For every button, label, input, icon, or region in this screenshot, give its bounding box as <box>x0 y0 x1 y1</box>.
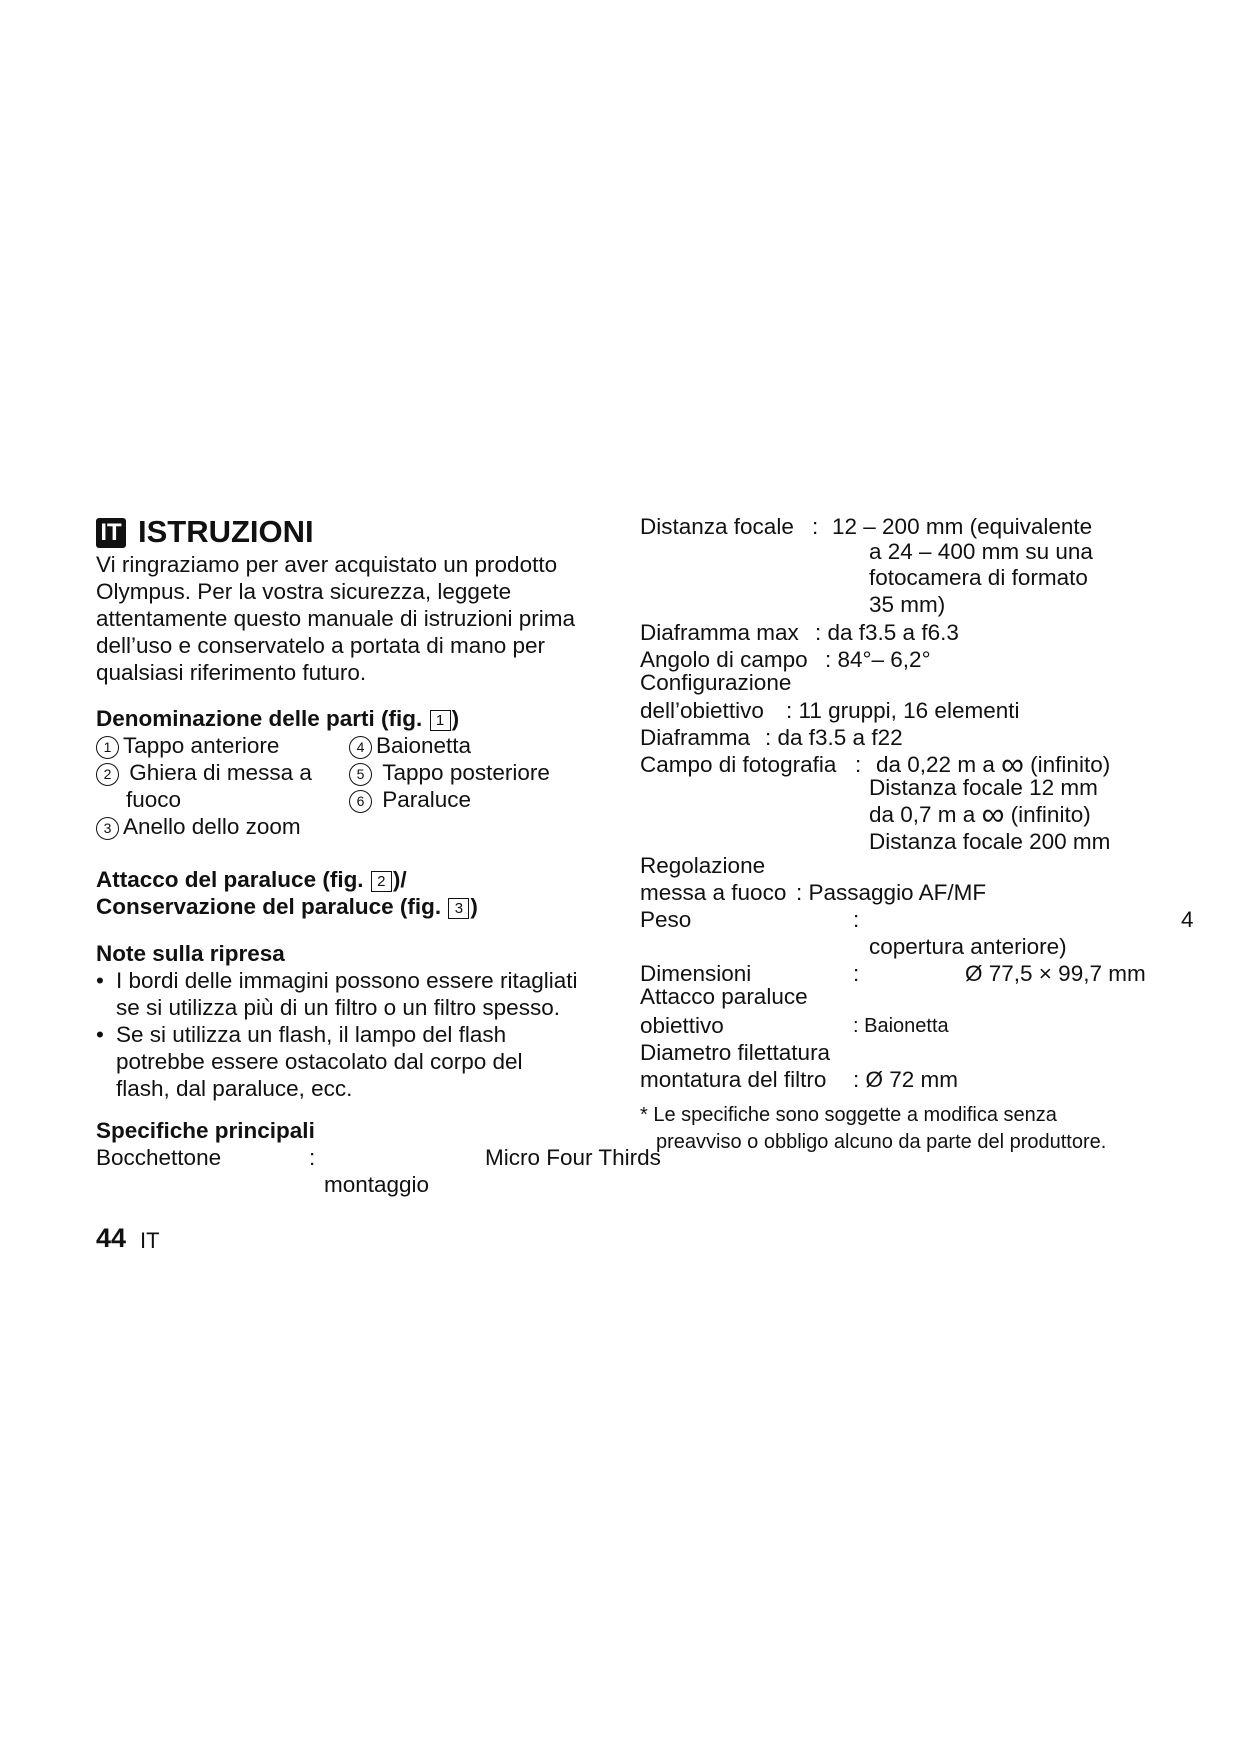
intro-line: qualsiasi riferimento futuro. <box>96 660 367 685</box>
spec-label-angle: Angolo di campo <box>640 647 808 672</box>
spec-colon: : <box>812 514 819 539</box>
range-infinite: (infinito) <box>1010 802 1091 827</box>
part-item <box>349 732 471 759</box>
spec-value-config: : 11 gruppi, 16 elementi <box>786 698 1020 723</box>
spec-label-range: Campo di fotografia <box>640 752 837 777</box>
part-number: 5 <box>349 763 372 786</box>
fig-2-box: 2 <box>371 871 392 892</box>
intro-line: dell’uso e conservatelo a portata di mano per <box>96 633 546 658</box>
spec-value-cont: copertura anteriore) <box>869 934 1067 959</box>
hood-heading-text: Attacco del paraluce (fig. <box>96 867 364 892</box>
spec-value-mount: Micro Four Thirds <box>485 1145 661 1170</box>
part-label: Paraluce <box>382 787 472 812</box>
bullet: • <box>96 968 104 993</box>
spec-label-focus-2: messa a fuoco <box>640 880 787 905</box>
range-from: da 0,7 m a <box>869 802 976 827</box>
spec-label-dimensions: Dimensioni <box>640 961 752 986</box>
fig-3-box: 3 <box>448 898 469 919</box>
part-number: 2 <box>96 763 119 786</box>
spec-label-aperture-max: Diaframma max <box>640 620 799 645</box>
spec-colon: : <box>853 961 860 986</box>
spec-value-cont: Distanza focale 12 mm <box>869 775 1098 800</box>
note-line: I bordi delle immagini possono essere ritagliati <box>116 968 578 993</box>
hood-attach-heading <box>96 866 407 893</box>
notes-heading: Note sulla ripresa <box>96 941 285 966</box>
part-label: Ghiera di messa a <box>129 760 312 785</box>
spec-colon: : <box>309 1145 316 1170</box>
parts-heading <box>96 705 459 732</box>
intro-line: Vi ringraziamo per aver acquistato un prodotto <box>96 552 558 577</box>
infinity-icon: ∞ <box>981 796 1005 832</box>
specs-heading: Specifiche principali <box>96 1118 315 1143</box>
spec-label-mount: Bocchettone <box>96 1145 222 1170</box>
note-line: se si utilizza più di un filtro o un filtro spesso. <box>116 995 560 1020</box>
part-label: Anello dello zoom <box>123 814 301 839</box>
part-item <box>349 786 471 813</box>
footnote: * Le specifiche sono soggette a modifica senza <box>640 1104 1057 1126</box>
spec-value-diaphragm: : da f3.5 a f22 <box>765 725 903 750</box>
spec-value-filter: : Ø 72 mm <box>853 1067 959 1092</box>
intro-line: Olympus. Per la vostra sicurezza, leggete <box>96 579 512 604</box>
spec-label-hood: Attacco paraluce <box>640 984 808 1009</box>
part-item <box>96 813 301 840</box>
parts-heading-text: Denominazione delle parti (fig. <box>96 706 423 731</box>
spec-value-weight: 4 <box>1181 907 1194 932</box>
part-label: Tappo anteriore <box>123 733 280 758</box>
spec-label-filter: Diametro filettatura <box>640 1040 831 1065</box>
spec-value-cont: 35 mm) <box>869 592 946 617</box>
note-line: flash, dal paraluce, ecc. <box>116 1076 353 1101</box>
intro-line: attentamente questo manuale di istruzioni prima <box>96 606 576 631</box>
spec-label-focal: Distanza focale <box>640 514 794 539</box>
bullet: • <box>96 1022 104 1047</box>
part-number: 1 <box>96 736 119 759</box>
hood-heading-end: )/ <box>392 867 407 892</box>
page-title: ISTRUZIONI <box>138 514 314 549</box>
range-from: da 0,22 m a <box>876 752 995 777</box>
part-item <box>96 732 279 759</box>
part-label: Baionetta <box>376 733 472 758</box>
hood-storage-heading <box>96 893 478 920</box>
spec-value-dimensions: Ø 77,5 × 99,7 mm <box>965 961 1146 986</box>
spec-value-cont: fotocamera di formato <box>869 565 1088 590</box>
fig-1-box: 1 <box>430 710 451 731</box>
spec-label-focus: Regolazione <box>640 853 766 878</box>
spec-label-diaphragm: Diaframma <box>640 725 751 750</box>
spec-value-focal: 12 – 200 mm (equivalente <box>832 514 1093 539</box>
spec-value-cont: Distanza focale 200 mm <box>869 829 1111 854</box>
spec-label-config-2: dell’obiettivo <box>640 698 764 723</box>
spec-value-cont <box>869 796 1091 832</box>
note-line: Se si utilizza un flash, il lampo del flash <box>116 1022 507 1047</box>
spec-value-hood: : Baionetta <box>853 1015 949 1037</box>
page-number: 44 <box>96 1223 127 1253</box>
part-item <box>96 759 312 786</box>
parts-heading-close: ) <box>451 706 460 731</box>
spec-label-hood-2: obiettivo <box>640 1013 724 1038</box>
note-line: potrebbe essere ostacolato dal corpo del <box>116 1049 523 1074</box>
spec-value-angle: : 84°– 6,2° <box>825 647 931 672</box>
part-label: Tappo posteriore <box>382 760 550 785</box>
language-badge: IT <box>96 518 126 548</box>
spec-value-focus: : Passaggio AF/MF <box>796 880 987 905</box>
spec-label-weight: Peso <box>640 907 692 932</box>
range-infinite: (infinito) <box>1030 752 1111 777</box>
spec-colon: : <box>855 752 862 777</box>
spec-label-config: Configurazione <box>640 670 792 695</box>
page-language: IT <box>140 1228 160 1253</box>
infinity-icon: ∞ <box>1001 746 1024 782</box>
spec-label-filter-2: montatura del filtro <box>640 1067 827 1092</box>
spec-value-cont: a 24 – 400 mm su una <box>869 539 1093 564</box>
part-item-continued: fuoco <box>126 787 182 812</box>
footnote-cont: preavviso o obbligo alcuno da parte del produttore. <box>656 1131 1107 1153</box>
hood-heading-end: ) <box>470 894 478 919</box>
spec-value-aperture-max: : da f3.5 a f6.3 <box>815 620 959 645</box>
part-number: 4 <box>349 736 372 759</box>
spec-colon: : <box>853 907 860 932</box>
spec-value-mount-cont: montaggio <box>324 1172 430 1197</box>
part-item <box>349 759 550 786</box>
part-number: 6 <box>349 790 372 813</box>
hood-heading-text: Conservazione del paraluce (fig. <box>96 894 442 919</box>
part-number: 3 <box>96 817 119 840</box>
